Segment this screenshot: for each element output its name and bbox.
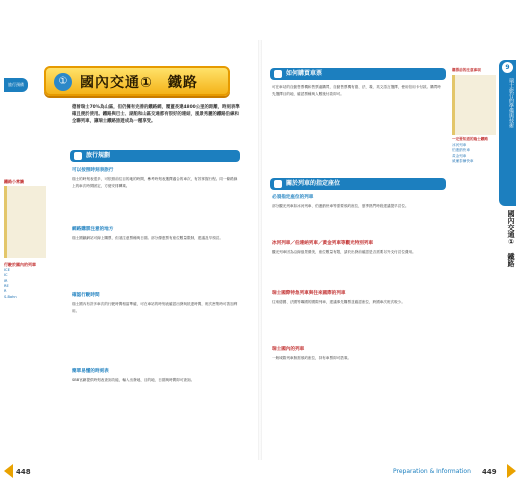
prev-page-arrow-icon[interactable] [4, 464, 13, 478]
right-sidebar [452, 68, 496, 164]
right-subheading-3: 瑞士國際特急列車與往來國際的列車 [272, 291, 346, 296]
chapter-title-vertical: 國內交通① 鐵路 [507, 210, 515, 267]
left-sidebar [4, 175, 46, 300]
left-side-item-5: S-Bahn [4, 294, 17, 299]
right-paragraph-4: 往來德國、法國等鄰國的國際列車，建議事先購票並確認座位，跨國車次班次較少。 [272, 300, 405, 304]
right-side-item-3: 威廉泰爾快車 [452, 159, 474, 164]
right-side-title-1: 購票前的注意事項 [452, 68, 481, 72]
paragraph-1: 瑞士的時刻表很多，可依照前往目的地的時間，參考時刻表選擇適合的車次，有效掌握行程。同一條路線上的車次時間固定，方便安排轉乘。 [72, 177, 238, 188]
title-banner [44, 66, 230, 96]
left-side-item-0: ICE [4, 267, 10, 272]
left-side-title-2: 行駛於國內的列車 [4, 262, 36, 268]
chapter-number: 9 [502, 62, 513, 73]
right-paragraph-3: 觀光列車因為沿線風景優美，座位數量有限，請於出發前確認是否需要另外支付訂位費用。 [272, 250, 416, 254]
chapter-label: 瑞士旅行的準備與技術 [508, 78, 514, 128]
heading-label: 旅行規劃 [86, 152, 111, 159]
chapter-tab[interactable] [499, 60, 516, 206]
next-page-arrow-icon[interactable] [507, 464, 516, 478]
left-side-item-4: R [4, 289, 7, 294]
heading-buy-tickets [270, 68, 446, 80]
subheading-4: 簡單易懂的時刻表 [72, 369, 109, 374]
right-side-box [452, 75, 496, 135]
heading-label: 關於列車的指定座位 [286, 180, 341, 187]
right-subheading-1: 必須指定座位的列車 [272, 195, 314, 200]
left-side-item-1: IC [4, 273, 8, 278]
subheading-1: 可以按照時刻表旅行 [72, 168, 114, 173]
heading-label: 如何購買車票 [286, 70, 323, 77]
paragraph-2: 瑞士國鐵網站可線上購票，但須注意票種與日期。部分優惠票有座位數量限制，建議及早預訂。 [72, 236, 223, 240]
right-paragraph-1: 可在車站的自動售票機和售票處購買，自動售票機有德、法、義、英文語言選擇，使用信用卡付款。購買時先選擇目的地、確認票種與人數後付款即可。 [272, 85, 441, 96]
right-subheading-4: 瑞士國內的列車 [272, 347, 305, 352]
right-paragraph-2: 部分觀光列車如冰河列車、伯連納快車等需要預約座位，夏季熱門時段建議提早訂位。 [272, 204, 409, 208]
left-side-item-2: IR [4, 278, 8, 283]
paragraph-3: 瑞士國內有許多車次的行駛時間相當準確，可在車站的時刻表確認出發與抵達時間，班次密集時可善加利用。 [72, 302, 238, 313]
page-title: 國內交通① 鐵路 [80, 75, 198, 91]
heading-travel-plan [70, 150, 240, 162]
footer-label: Preparation & Information [393, 468, 471, 475]
right-side-item-1: 伯連納快車 [452, 148, 470, 153]
paragraph-4: SBB官網提供時刻表查詢功能，輸入出發地、目的地、日期與時間即可查詢。 [72, 378, 195, 382]
section-tab: 旅行預備 [4, 78, 28, 92]
right-paragraph-5: 一般城際列車無需預約座位，持有車票即可搭乘。 [272, 356, 352, 360]
right-side-item-2: 黃金列車 [452, 153, 467, 158]
left-folio: 448 [16, 468, 31, 476]
right-subheading-2: 冰河列車／伯連納列車／黃金列車等觀光特別列車 [272, 241, 374, 246]
intro-text: 德曾瑞士70%為山區，但仍擁有完善的鐵路網，覆蓋長達4800公里的距離，時刻表準確且便於使用。鐵路與巴士、湖船和山區交通都有很好的連結，風景秀麗的鐵路沿線和全聯列車，讓瑞士鐵路旅遊成為一種享受。 [72, 105, 240, 124]
subheading-2: 網路購票注意的地方 [72, 227, 114, 232]
right-side-item-0: 冰河列車 [452, 142, 467, 147]
right-folio: 449 [482, 468, 497, 476]
left-side-title-1: 鐵路小常識 [4, 179, 24, 184]
heading-reserved-seats [270, 178, 446, 190]
right-side-title-2: 一定要知道的瑞士鐵路 [452, 137, 488, 142]
left-side-box [4, 186, 46, 258]
left-side-item-3: RE [4, 284, 9, 289]
subheading-3: 確認行駛時間 [72, 293, 100, 298]
title-number: ① [54, 73, 72, 91]
